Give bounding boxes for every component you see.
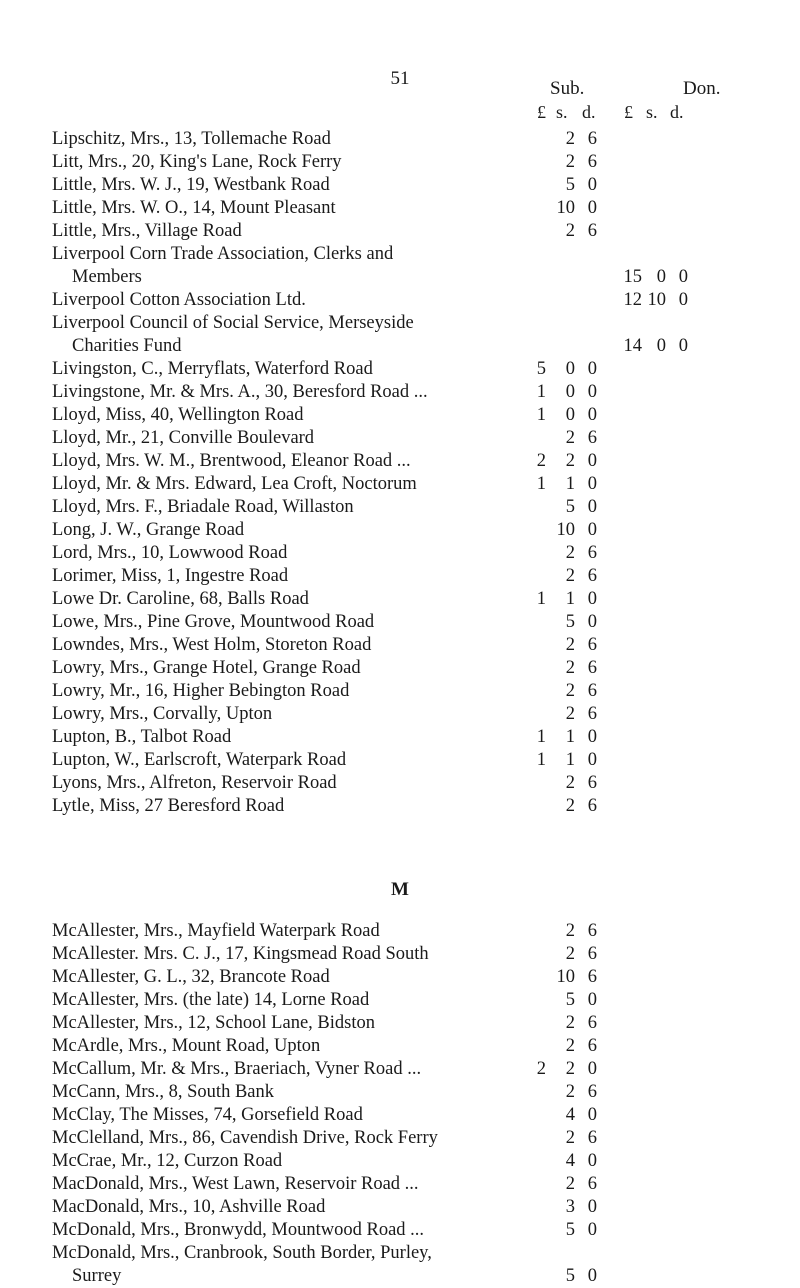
sub-amount: 0: [587, 382, 597, 402]
don-amount: 0: [656, 267, 666, 287]
page-number: 51: [390, 68, 410, 89]
sub-amount: 2: [565, 704, 575, 724]
sub-amount: 2: [565, 921, 575, 941]
entry-name-line: McClelland, Mrs., 86, Cavendish Drive, Rock Ferry: [52, 1128, 438, 1148]
don-amount: 15: [623, 267, 642, 287]
entry-name: [52, 381, 537, 404]
section-letter: M: [391, 879, 409, 900]
don-column-header: Don.: [683, 78, 721, 99]
entry-name: [52, 657, 537, 680]
entry-name-line: Lowe Dr. Caroline, 68, Balls Road: [52, 589, 309, 609]
sub-amount: 6: [587, 566, 597, 586]
sub-amount: 6: [587, 635, 597, 655]
sub-amount: 2: [565, 1059, 575, 1079]
sub-amount: 1: [536, 382, 546, 402]
sub-amount: 0: [587, 589, 597, 609]
sub-amount: 2: [565, 566, 575, 586]
sub-amount: 0: [587, 1105, 597, 1125]
list-entry: [0, 427, 800, 450]
unit-header-sub-shillings: s.: [556, 102, 568, 122]
sub-amount: 2: [565, 1082, 575, 1102]
list-entry: [0, 243, 800, 289]
don-amount: 10: [647, 290, 666, 310]
list-entry: [0, 542, 800, 565]
entry-name: [52, 726, 537, 749]
don-amount: 0: [678, 290, 688, 310]
entry-name-line: MacDonald, Mrs., 10, Ashville Road: [52, 1197, 326, 1217]
entry-name-line: McDonald, Mrs., Bronwydd, Mountwood Road ...: [52, 1220, 425, 1240]
list-entry: [0, 381, 800, 404]
entry-name-line: MacDonald, Mrs., West Lawn, Reservoir Road ...: [52, 1174, 419, 1194]
sub-amount: 5: [536, 359, 546, 379]
don-amount: 0: [678, 336, 688, 356]
entry-name-line: McCrae, Mr., 12, Curzon Road: [52, 1151, 283, 1171]
list-entry: [0, 1219, 800, 1242]
unit-header-don-pounds: £: [624, 102, 633, 122]
sub-amount: 2: [565, 681, 575, 701]
list-entry: [0, 289, 800, 312]
sub-amount: 6: [587, 1013, 597, 1033]
entry-name-line: Lloyd, Miss, 40, Wellington Road: [52, 405, 304, 425]
entry-name: [52, 427, 537, 450]
entry-name-line: Lorimer, Miss, 1, Ingestre Road: [52, 566, 289, 586]
sub-amount: 0: [587, 1266, 597, 1286]
entry-name-line: McClay, The Misses, 74, Gorsefield Road: [52, 1105, 363, 1125]
entry-name-line: Lloyd, Mr. & Mrs. Edward, Lea Croft, Noctorum: [52, 474, 417, 494]
sub-amount: 5: [565, 175, 575, 195]
list-entry: [0, 1035, 800, 1058]
sub-amount: 1: [536, 405, 546, 425]
sub-column-header: Sub.: [550, 78, 585, 99]
entry-name-line: Lupton, B., Talbot Road: [52, 727, 232, 747]
entry-name-line: Lord, Mrs., 10, Lowwood Road: [52, 543, 288, 563]
entry-name: [52, 966, 537, 989]
sub-amount: 1: [565, 750, 575, 770]
entry-name: [52, 772, 537, 795]
list-entry: [0, 989, 800, 1012]
entry-name-line: Lowry, Mrs., Corvally, Upton: [52, 704, 273, 724]
entry-name-line: Lowry, Mrs., Grange Hotel, Grange Road: [52, 658, 361, 678]
entry-name-line: McAllester. Mrs. C. J., 17, Kingsmead Road South: [52, 944, 429, 964]
entry-name-line: Lloyd, Mr., 21, Conville Boulevard: [52, 428, 315, 448]
entry-name-line: McAllester, Mrs. (the late) 14, Lorne Road: [52, 990, 370, 1010]
sub-amount: 0: [565, 382, 575, 402]
entry-name: [52, 220, 537, 243]
entry-name: [52, 358, 537, 381]
sub-amount: 6: [587, 773, 597, 793]
entry-name-line: Lyons, Mrs., Alfreton, Reservoir Road: [52, 773, 337, 793]
sub-amount: 0: [587, 990, 597, 1010]
entry-name-line: Charities Fund: [72, 336, 182, 356]
list-entry: [0, 1012, 800, 1035]
sub-amount: 2: [565, 152, 575, 172]
subscription-list: [0, 128, 800, 1288]
list-entry: [0, 1081, 800, 1104]
list-entry: [0, 1242, 800, 1288]
entry-name-line: Litt, Mrs., 20, King's Lane, Rock Ferry: [52, 152, 342, 172]
sub-amount: 2: [565, 543, 575, 563]
list-entry: [0, 151, 800, 174]
sub-amount: 5: [565, 1220, 575, 1240]
entry-name-line: Liverpool Corn Trade Association, Clerks and: [52, 244, 394, 264]
entry-name: [52, 519, 537, 542]
entry-name: [52, 542, 537, 565]
entry-name-line: Livingstone, Mr. & Mrs. A., 30, Beresford Road ...: [52, 382, 428, 402]
entry-name: [52, 289, 537, 312]
list-entry: [0, 1196, 800, 1219]
sub-amount: 6: [587, 1036, 597, 1056]
sub-amount: 1: [536, 750, 546, 770]
entry-name-line: McArdle, Mrs., Mount Road, Upton: [52, 1036, 321, 1056]
list-entry: [0, 565, 800, 588]
unit-header-sub-pounds: £: [537, 102, 546, 122]
entry-name-line: Lowry, Mr., 16, Higher Bebington Road: [52, 681, 350, 701]
sub-amount: 2: [565, 773, 575, 793]
entry-name-line: Members: [72, 267, 142, 287]
list-entry: [0, 404, 800, 427]
sub-amount: 5: [565, 612, 575, 632]
entry-name: [52, 1012, 537, 1035]
entry-name-line: Lloyd, Mrs. F., Briadale Road, Willaston: [52, 497, 354, 517]
list-entry: [0, 358, 800, 381]
list-entry: [0, 657, 800, 680]
sub-amount: 0: [587, 497, 597, 517]
entry-name: [52, 588, 537, 611]
list-entry: [0, 312, 800, 358]
entry-name: [52, 920, 537, 943]
sub-amount: 0: [587, 750, 597, 770]
entry-name-line: Little, Mrs. W. J., 19, Westbank Road: [52, 175, 330, 195]
entry-name: [52, 174, 537, 197]
list-entry: [0, 1173, 800, 1196]
list-entry: [0, 174, 800, 197]
sub-amount: 0: [587, 1197, 597, 1217]
don-amount: 0: [656, 336, 666, 356]
sub-amount: 6: [587, 543, 597, 563]
sub-amount: 0: [587, 198, 597, 218]
entry-name: [52, 1035, 537, 1058]
list-entry: [0, 920, 800, 943]
sub-amount: 6: [587, 221, 597, 241]
sub-amount: 1: [536, 474, 546, 494]
sub-amount: 2: [565, 428, 575, 448]
sub-amount: 0: [587, 1059, 597, 1079]
sub-amount: 6: [587, 1128, 597, 1148]
sub-amount: 10: [556, 967, 575, 987]
sub-amount: 1: [536, 727, 546, 747]
entry-name: [52, 450, 537, 473]
entry-name-line: Lowe, Mrs., Pine Grove, Mountwood Road: [52, 612, 375, 632]
list-entry: [0, 943, 800, 966]
sub-amount: 2: [565, 221, 575, 241]
sub-amount: 5: [565, 990, 575, 1010]
list-entry: [0, 703, 800, 726]
list-entry: [0, 588, 800, 611]
sub-amount: 0: [587, 405, 597, 425]
entry-name: [52, 404, 537, 427]
entry-name-line: Lytle, Miss, 27 Beresford Road: [52, 796, 285, 816]
sub-amount: 2: [565, 635, 575, 655]
entry-name-line: McDonald, Mrs., Cranbrook, South Border, Purley,: [52, 1243, 432, 1263]
sub-amount: 6: [587, 944, 597, 964]
entry-name: [52, 1173, 537, 1196]
sub-amount: 6: [587, 658, 597, 678]
entry-name-line: Lupton, W., Earlscroft, Waterpark Road: [52, 750, 347, 770]
list-entry: [0, 220, 800, 243]
sub-amount: 0: [587, 1220, 597, 1240]
sub-amount: 0: [587, 520, 597, 540]
entry-name: [52, 611, 537, 634]
entry-name: [52, 312, 537, 358]
sub-amount: 1: [565, 474, 575, 494]
sub-amount: 0: [587, 727, 597, 747]
sub-amount: 10: [556, 198, 575, 218]
sub-amount: 0: [587, 612, 597, 632]
list-entry: [0, 496, 800, 519]
list-entry: [0, 795, 800, 818]
unit-header-don-shillings: s.: [646, 102, 658, 122]
list-entry: [0, 1104, 800, 1127]
entry-name: [52, 989, 537, 1012]
sub-amount: 3: [565, 1197, 575, 1217]
list-entry: [0, 611, 800, 634]
sub-amount: 0: [587, 474, 597, 494]
entry-name: [52, 197, 537, 220]
unit-header-sub-pence: d.: [582, 102, 596, 122]
don-amount: 12: [623, 290, 642, 310]
list-entry: [0, 1058, 800, 1081]
sub-amount: 6: [587, 921, 597, 941]
sub-amount: 0: [565, 359, 575, 379]
entry-name-line: Livingston, C., Merryflats, Waterford Road: [52, 359, 373, 379]
entry-name: [52, 565, 537, 588]
sub-amount: 2: [565, 658, 575, 678]
sub-amount: 2: [565, 1174, 575, 1194]
entry-name: [52, 943, 537, 966]
entry-name: [52, 1242, 537, 1288]
list-entry: [0, 749, 800, 772]
sub-amount: 0: [565, 405, 575, 425]
entry-name-line: McAllester, G. L., 32, Brancote Road: [52, 967, 330, 987]
list-entry: [0, 634, 800, 657]
entry-name-line: Little, Mrs., Village Road: [52, 221, 242, 241]
entry-name: [52, 128, 537, 151]
sub-amount: 6: [587, 1082, 597, 1102]
sub-amount: 2: [565, 1128, 575, 1148]
list-entry: [0, 966, 800, 989]
sub-amount: 5: [565, 1266, 575, 1286]
sub-amount: 4: [565, 1105, 575, 1125]
sub-amount: 6: [587, 1174, 597, 1194]
entry-name: [52, 1219, 537, 1242]
entry-name-line: Lowndes, Mrs., West Holm, Storeton Road: [52, 635, 372, 655]
list-entry: [0, 197, 800, 220]
list-entry: [0, 1150, 800, 1173]
entry-name-line: McCann, Mrs., 8, South Bank: [52, 1082, 274, 1102]
entry-name-line: Long, J. W., Grange Road: [52, 520, 245, 540]
sub-amount: 0: [587, 175, 597, 195]
entry-name-line: Lloyd, Mrs. W. M., Brentwood, Eleanor Road ...: [52, 451, 411, 471]
list-entry: [0, 680, 800, 703]
entry-name: [52, 703, 537, 726]
sub-amount: 6: [587, 152, 597, 172]
sub-amount: 2: [565, 1036, 575, 1056]
sub-amount: 0: [587, 451, 597, 471]
list-entry: [0, 1127, 800, 1150]
sub-amount: 2: [565, 129, 575, 149]
sub-amount: 2: [565, 451, 575, 471]
entry-name-line: Liverpool Council of Social Service, Merseyside: [52, 313, 414, 333]
sub-amount: 4: [565, 1151, 575, 1171]
list-entry: [0, 473, 800, 496]
sub-amount: 2: [565, 1013, 575, 1033]
entry-name-line: McAllester, Mrs., Mayfield Waterpark Road: [52, 921, 380, 941]
entry-name-line: McCallum, Mr. & Mrs., Braeriach, Vyner Road ...: [52, 1059, 422, 1079]
entry-name-line: Lipschitz, Mrs., 13, Tollemache Road: [52, 129, 331, 149]
sub-amount: 0: [587, 359, 597, 379]
entry-name: [52, 496, 537, 519]
sub-amount: 5: [565, 497, 575, 517]
entry-name-line: Liverpool Cotton Association Ltd.: [52, 290, 306, 310]
entry-name: [52, 151, 537, 174]
entry-name-line: Little, Mrs. W. O., 14, Mount Pleasant: [52, 198, 336, 218]
entry-name: [52, 473, 537, 496]
entry-name-line: McAllester, Mrs., 12, School Lane, Bidston: [52, 1013, 375, 1033]
entry-name: [52, 1150, 537, 1173]
list-entry: [0, 450, 800, 473]
sub-amount: 2: [536, 1059, 546, 1079]
entry-name: [52, 1058, 537, 1081]
entry-name: [52, 795, 537, 818]
entry-name: [52, 243, 537, 289]
unit-header-don-pence: d.: [670, 102, 684, 122]
sub-amount: 1: [536, 589, 546, 609]
sub-amount: 10: [556, 520, 575, 540]
sub-amount: 1: [565, 727, 575, 747]
sub-amount: 2: [565, 796, 575, 816]
sub-amount: 6: [587, 129, 597, 149]
sub-amount: 1: [565, 589, 575, 609]
sub-amount: 6: [587, 967, 597, 987]
sub-amount: 2: [565, 944, 575, 964]
sub-amount: 6: [587, 428, 597, 448]
list-entry: [0, 519, 800, 542]
entry-name: [52, 680, 537, 703]
sub-amount: 6: [587, 796, 597, 816]
sub-amount: 0: [587, 1151, 597, 1171]
list-entry: [0, 772, 800, 795]
don-amount: 0: [678, 267, 688, 287]
entry-name: [52, 749, 537, 772]
entry-name: [52, 634, 537, 657]
entry-name: [52, 1104, 537, 1127]
entry-name: [52, 1127, 537, 1150]
sub-amount: 6: [587, 681, 597, 701]
list-entry: [0, 726, 800, 749]
sub-amount: 2: [536, 451, 546, 471]
entry-name: [52, 1081, 537, 1104]
list-entry: [0, 128, 800, 151]
entry-name: [52, 1196, 537, 1219]
don-amount: 14: [623, 336, 642, 356]
sub-amount: 6: [587, 704, 597, 724]
entry-name-line: Surrey: [72, 1266, 122, 1286]
